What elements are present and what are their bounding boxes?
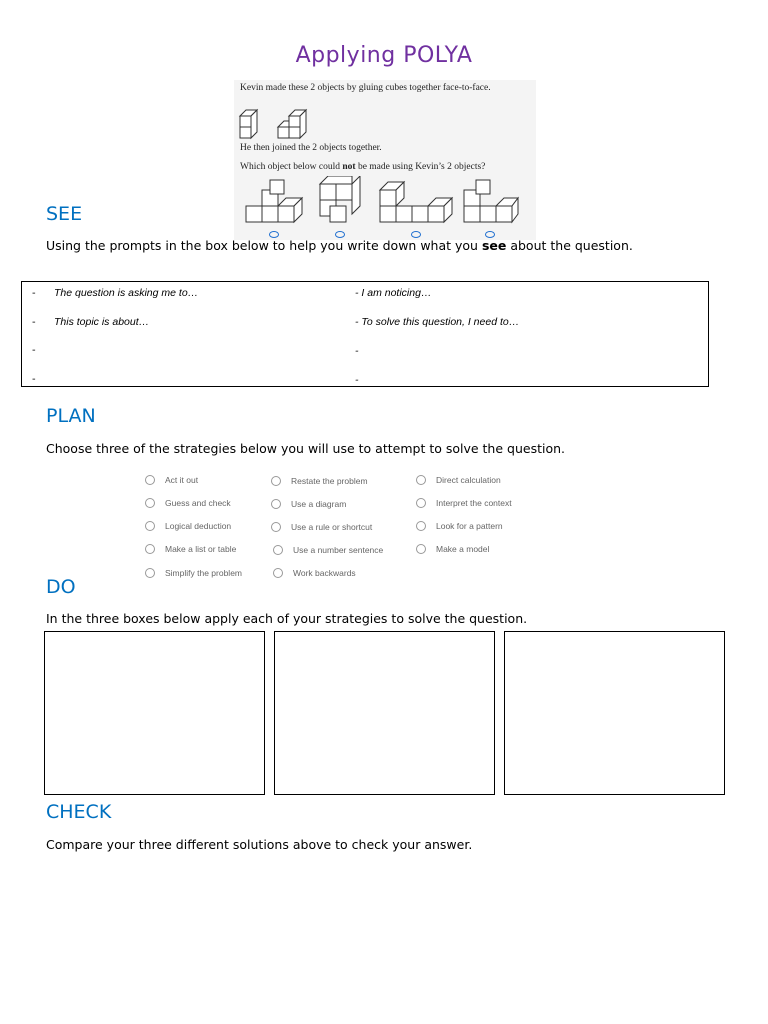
radio-icon[interactable] bbox=[145, 498, 155, 508]
kevin-object-a bbox=[240, 110, 257, 138]
prompt-left-2: This topic is about… bbox=[54, 316, 150, 328]
prompt-left-1: The question is asking me to… bbox=[54, 287, 199, 299]
prompt-right-2: - To solve this question, I need to… bbox=[355, 316, 520, 328]
problem-line-1: Kevin made these 2 objects by gluing cubes together face-to-face. bbox=[240, 83, 491, 93]
problem-image bbox=[234, 80, 536, 240]
problem-line-3: Which object below could not be made using Kevin’s 2 objects? bbox=[240, 162, 486, 172]
strategy-option[interactable]: Use a number sentence bbox=[273, 545, 383, 555]
answer-option-radio-1[interactable] bbox=[269, 231, 279, 238]
strategy-option[interactable]: Use a rule or shortcut bbox=[271, 522, 372, 532]
strategy-option[interactable]: Guess and check bbox=[145, 498, 231, 508]
bullet-dash: - bbox=[32, 317, 36, 328]
bullet-dash: - bbox=[32, 374, 36, 385]
strategy-option[interactable]: Logical deduction bbox=[145, 521, 231, 531]
prompt-right-3: - bbox=[355, 345, 359, 357]
option-3-shape bbox=[380, 182, 452, 222]
kevin-object-b bbox=[278, 110, 306, 138]
strategy-option[interactable]: Direct calculation bbox=[416, 475, 501, 485]
strategy-work-box-1[interactable] bbox=[44, 631, 265, 795]
check-instruction: Compare your three different solutions above to check your answer. bbox=[46, 837, 473, 852]
radio-icon[interactable] bbox=[145, 568, 155, 578]
prompt-right-4: - bbox=[355, 374, 359, 386]
page-title: Applying POLYA bbox=[295, 43, 473, 68]
option-4-shape bbox=[464, 180, 518, 222]
plan-instruction: Choose three of the strategies below you will use to attempt to solve the question. bbox=[46, 441, 566, 456]
strategy-work-box-2[interactable] bbox=[274, 631, 495, 795]
bullet-dash: - bbox=[32, 345, 36, 356]
strategy-option[interactable]: Use a diagram bbox=[271, 499, 346, 509]
radio-icon[interactable] bbox=[416, 498, 426, 508]
strategy-option[interactable]: Make a model bbox=[416, 544, 489, 554]
radio-icon[interactable] bbox=[273, 545, 283, 555]
do-instruction: In the three boxes below apply each of your strategies to solve the question. bbox=[46, 611, 528, 626]
radio-icon[interactable] bbox=[271, 476, 281, 486]
do-heading: DO bbox=[46, 576, 76, 598]
option-2-shape bbox=[320, 176, 360, 222]
bullet-dash: - bbox=[32, 288, 36, 299]
radio-icon[interactable] bbox=[271, 499, 281, 509]
strategy-option[interactable]: Work backwards bbox=[273, 568, 356, 578]
radio-icon[interactable] bbox=[271, 522, 281, 532]
radio-icon[interactable] bbox=[145, 475, 155, 485]
radio-icon[interactable] bbox=[145, 544, 155, 554]
radio-icon[interactable] bbox=[273, 568, 283, 578]
problem-line-2: He then joined the 2 objects together. bbox=[240, 143, 382, 153]
option-1-shape bbox=[246, 180, 302, 222]
strategy-option[interactable]: Interpret the context bbox=[416, 498, 512, 508]
plan-heading: PLAN bbox=[46, 405, 96, 427]
prompt-right-1: - I am noticing… bbox=[355, 287, 432, 299]
see-instruction: Using the prompts in the box below to help you write down what you see about the question. bbox=[46, 238, 633, 253]
answer-option-radio-2[interactable] bbox=[335, 231, 345, 238]
see-prompt-box[interactable] bbox=[21, 281, 709, 387]
strategy-work-box-3[interactable] bbox=[504, 631, 725, 795]
answer-option-radio-3[interactable] bbox=[411, 231, 421, 238]
strategy-option[interactable]: Act it out bbox=[145, 475, 198, 485]
strategy-option[interactable]: Restate the problem bbox=[271, 476, 368, 486]
answer-option-radio-4[interactable] bbox=[485, 231, 495, 238]
radio-icon[interactable] bbox=[145, 521, 155, 531]
strategy-option[interactable]: Look for a pattern bbox=[416, 521, 503, 531]
radio-icon[interactable] bbox=[416, 521, 426, 531]
strategy-option[interactable]: Make a list or table bbox=[145, 544, 236, 554]
check-heading: CHECK bbox=[46, 801, 112, 823]
radio-icon[interactable] bbox=[416, 475, 426, 485]
strategy-option[interactable]: Simplify the problem bbox=[145, 568, 242, 578]
see-heading: SEE bbox=[46, 203, 83, 225]
radio-icon[interactable] bbox=[416, 544, 426, 554]
